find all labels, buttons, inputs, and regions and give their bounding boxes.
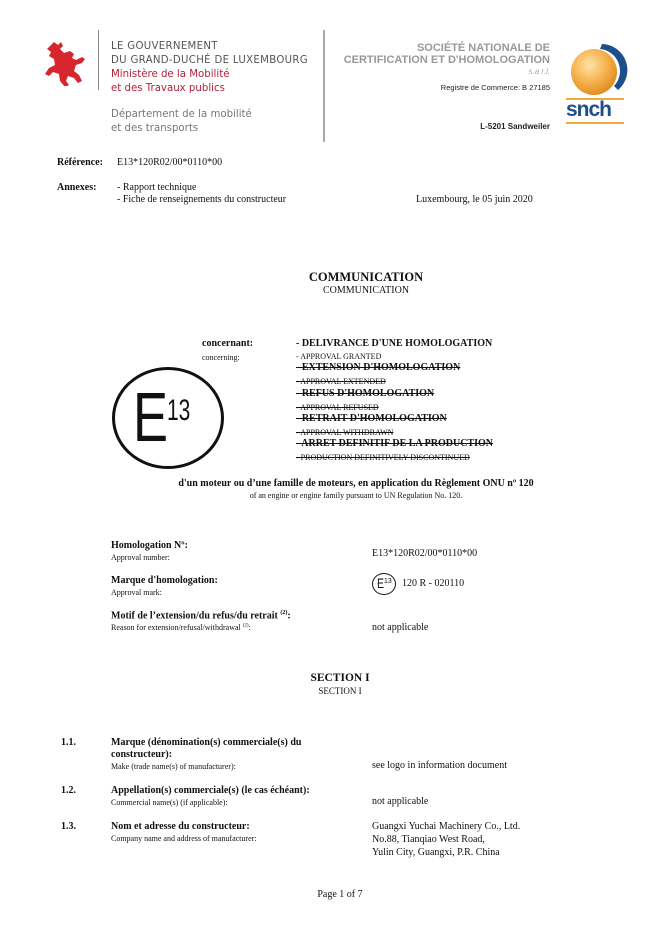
item-label-en: Make (trade name(s) of manufacturer): bbox=[111, 762, 236, 771]
item-label: Appellation(s) commerciale(s) (le cas échéant): bbox=[111, 785, 310, 796]
option-approval-granted: - DELIVRANCE D'UNE HOMOLOGATION bbox=[296, 338, 493, 349]
option-approval-granted-en: - APPROVAL GRANTED bbox=[296, 352, 382, 361]
manufacturer-name: Guangxi Yuchai Machinery Co., Ltd. bbox=[372, 821, 521, 832]
approval-mark-emblem: E 13 bbox=[372, 573, 396, 595]
snch-name-line2: CERTIFICATION ET D'HOMOLOGATION bbox=[343, 54, 550, 66]
emblem-letter: E bbox=[133, 378, 169, 456]
section-title: SECTION I bbox=[310, 672, 370, 684]
item-number: 1.1. bbox=[61, 737, 76, 748]
gov-line1: LE GOUVERNEMENT bbox=[111, 41, 218, 52]
reference-value: E13*120R02/00*0110*00 bbox=[117, 157, 223, 168]
approval-mark-value: 120 R - 020110 bbox=[402, 578, 465, 589]
annex-item: - Rapport technique bbox=[117, 182, 197, 193]
item-value: not applicable bbox=[372, 796, 429, 807]
item-label: Nom et adresse du constructeur: bbox=[111, 821, 250, 832]
annex-item: - Fiche de renseignements du constructeur bbox=[117, 194, 287, 205]
option-approval-withdrawn-en: - APPROVAL WITHDRAWN bbox=[296, 428, 394, 437]
option-approval-withdrawn: - RETRAIT D'HOMOLOGATION bbox=[296, 413, 447, 424]
department-line1: Département de la mobilité bbox=[111, 109, 252, 120]
reason-label: Motif de l’extension/du refus/du retrait $^{(2)}$: bbox=[111, 610, 291, 622]
department-line2: et des transports bbox=[111, 123, 199, 134]
snch-name-line1: SOCIÉTÉ NATIONALE DE bbox=[416, 42, 550, 54]
option-approval-refused: - REFUS D'HOMOLOGATION bbox=[296, 388, 435, 399]
snch-address: L-5201 Sandweiler bbox=[480, 122, 550, 131]
gov-lion-logo bbox=[40, 36, 90, 86]
reason-label-en: Reason for extension/refusal/withdrawal $^{(2)}$: bbox=[111, 623, 251, 632]
subject-fr: d'un moteur ou d’une famille de moteurs, en application du Règlement ONU nº 120 bbox=[178, 478, 534, 489]
manufacturer-address2: Yulin City, Guangxi, P.R. China bbox=[372, 847, 500, 858]
approval-number-value: E13*120R02/00*0110*00 bbox=[372, 548, 478, 559]
red-lion-icon bbox=[40, 36, 90, 86]
snch-logo bbox=[564, 40, 628, 125]
option-production-discontinued: - ARRET DEFINITIF DE LA PRODUCTION bbox=[296, 438, 493, 449]
manufacturer-address1: No.88, Tianqiao West Road, bbox=[372, 834, 485, 845]
reason-value: not applicable bbox=[372, 622, 429, 633]
gov-divider bbox=[98, 30, 99, 90]
approval-mark-label: Marque d'homologation: bbox=[111, 575, 218, 586]
e13-emblem bbox=[112, 367, 224, 469]
item-number: 1.3. bbox=[61, 821, 76, 832]
place-date: Luxembourg, le 05 juin 2020 bbox=[416, 194, 533, 205]
ministry-line1: Ministère de la Mobilité bbox=[111, 69, 230, 80]
item-label-cont: constructeur): bbox=[111, 749, 173, 760]
item-label-en: Company name and address of manufacturer: bbox=[111, 834, 257, 843]
option-approval-extended-en: - APPROVAL EXTENDED bbox=[296, 377, 386, 386]
approval-number-label-en: Approval number: bbox=[111, 553, 170, 562]
option-production-discontinued-en: - PRODUCTION DEFINITIVELY DISCONTINUED bbox=[296, 453, 470, 462]
page-number: Page 1 of 7 bbox=[317, 889, 363, 900]
item-value: see logo in information document bbox=[372, 760, 507, 771]
snch-legal-form: s.a r.l. bbox=[528, 67, 550, 76]
approval-number-label: Homologation Nº: bbox=[111, 540, 188, 551]
emblem-number: 13 bbox=[167, 394, 191, 427]
gov-line2: DU GRAND-DUCHÉ DE LUXEMBOURG bbox=[111, 55, 308, 66]
concerning-label-en: concerning: bbox=[202, 353, 240, 362]
snch-sphere-icon bbox=[564, 40, 628, 100]
option-approval-extended: - EXTENSION D'HOMOLOGATION bbox=[296, 362, 461, 373]
item-number: 1.2. bbox=[61, 785, 76, 796]
approval-mark-label-en: Approval mark: bbox=[111, 588, 162, 597]
snch-logo-text: snch bbox=[566, 98, 612, 121]
item-label-en: Commercial name(s) (if applicable): bbox=[111, 798, 228, 807]
snch-registry: Registre de Commerce: B 27185 bbox=[440, 83, 550, 92]
option-approval-refused-en: - APPROVAL REFUSED bbox=[296, 403, 379, 412]
item-label: Marque (dénomination(s) commerciale(s) du bbox=[111, 737, 302, 748]
concerning-label: concernant: bbox=[202, 338, 254, 349]
section-title-en: SECTION I bbox=[318, 686, 362, 696]
subject-en: of an engine or engine family pursuant to UN Regulation No. 120. bbox=[249, 491, 463, 500]
reference-label: Référence: bbox=[57, 157, 103, 168]
document-title: COMMUNICATION bbox=[308, 270, 424, 284]
document-title-en: COMMUNICATION bbox=[322, 285, 410, 296]
ministry-line2: et des Travaux publics bbox=[111, 83, 225, 94]
annexes-label: Annexes: bbox=[57, 182, 97, 193]
